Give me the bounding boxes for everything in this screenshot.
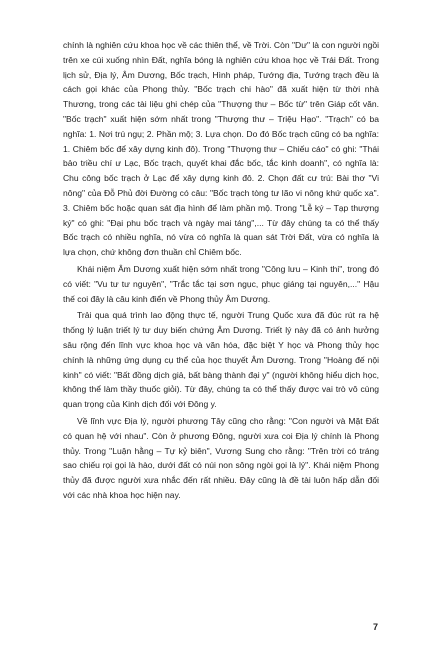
page-number: 7	[372, 622, 378, 632]
paragraph-am-duong: Khái niệm Âm Dương xuất hiện sớm nhất trong "Công lưu – Kinh thi", trong đó có viết: "Vu tư tư nguyên", "Trắc tắc tại sơn ngục, phục giáng tại nguyên,..." Hậu thế coi đây là câu kinh điển về Phong thủy Âm Dương.	[63, 263, 379, 304]
paragraph-triet-ly: Trải qua quá trình lao động thực tế, người Trung Quốc xưa đã đúc rút ra hệ thống lý luận triết lý tư duy biến chứng Âm Dương. Triết lý này đã có ảnh hưởng sâu rộng đến lĩnh vực khoa học và văn hóa, đặc biệt Y học và Phong thủy học chính là những ứng dụng cụ thể của học thuyết Âm Dương. Trong "Hoàng đế nội kinh" có viết: "Bất đồng dịch giả, bất bàng thành đại y" (người không hiểu dịch học, không thể làm thầy thuốc giỏi). Từ đây, chúng ta có thể thấy được vai trò vô cùng quan trọng của Kinh dịch đối với Đông y.	[63, 310, 379, 410]
paragraph-dia-ly: Về lĩnh vực Địa lý, người phương Tây cũng cho rằng: "Con người và Mặt Đất có quan hệ với nhau". Còn ở phương Đông, người xưa coi Địa lý chính là Phong thủy. Trong "Luận hằng – Tự kỷ biên", Vương Sung cho rằng: "Trên trời có tráng sao chiếu rọi gọi là hào, dưới đất có núi non sông ngòi gọi là lý". Khái niệm Phong thủy đã được người xưa nhắc đến rất nhiều. Đây cũng là đề tài luôn hấp dẫn đối với các nhà khoa học hiện nay.	[63, 415, 379, 500]
paragraph-continuation: chính là nghiên cứu khoa học về các thiên thể, về Trời. Còn "Dư" là con người ngồi trên xe cúi xuống nhìn Đất, nghĩa bóng là nghiên cứu khoa học về Trái Đất. Trong lịch sử, Địa lý, Âm Dương, Bốc trạch, Hình pháp, Tướng địa, Tướng trạch đều là cách gọi khác của Phong thủy. "Bốc trạch chi hào" đã xuất hiện từ thời nhà Thương, trong các tài liệu ghi chép của "Thượng thư – Bốc từ" trên Giáp cốt văn. "Bốc trạch" xuất hiện sớm nhất trong "Thượng thư – Triệu Hạo". "Trạch" có ba nghĩa: 1. Nơi trú ngụ; 2. Phần mộ; 3. Lựa chọn. Do đó Bốc trạch cũng có ba nghĩa: 1. Chiêm bốc để xây dựng kinh đô). Trong "Thượng thư – Chiếu cáo" có ghi: "Thái bảo triều chí ư Lạc, Bốc trạch, quyết khai đắc bốc, tắc kinh doanh", có nghĩa là: Chu công bốc trạch ở Lạc để xây dựng kinh đô. 2. Chọn đất cư trú: Bài thơ "Vi nông" của Đỗ Phủ đời Đường có câu: "Bốc trạch tòng tư lão vi nông khứ quốc xa". 3. Chiêm bốc hoặc quan sát địa hình để làm phần mộ. Trong "Lễ ký – Tạp thượng ký" có ghi: "Đại phu bốc trạch và ngày mai táng",... Từ đây chúng ta có thể thấy Bốc trạch có nhiều nghĩa, nó vừa có nghĩa là quan sát Trời Đất, vừa có nghĩa là lựa chọn, chứ không đơn thuần chỉ Chiêm bốc.	[63, 40, 379, 258]
